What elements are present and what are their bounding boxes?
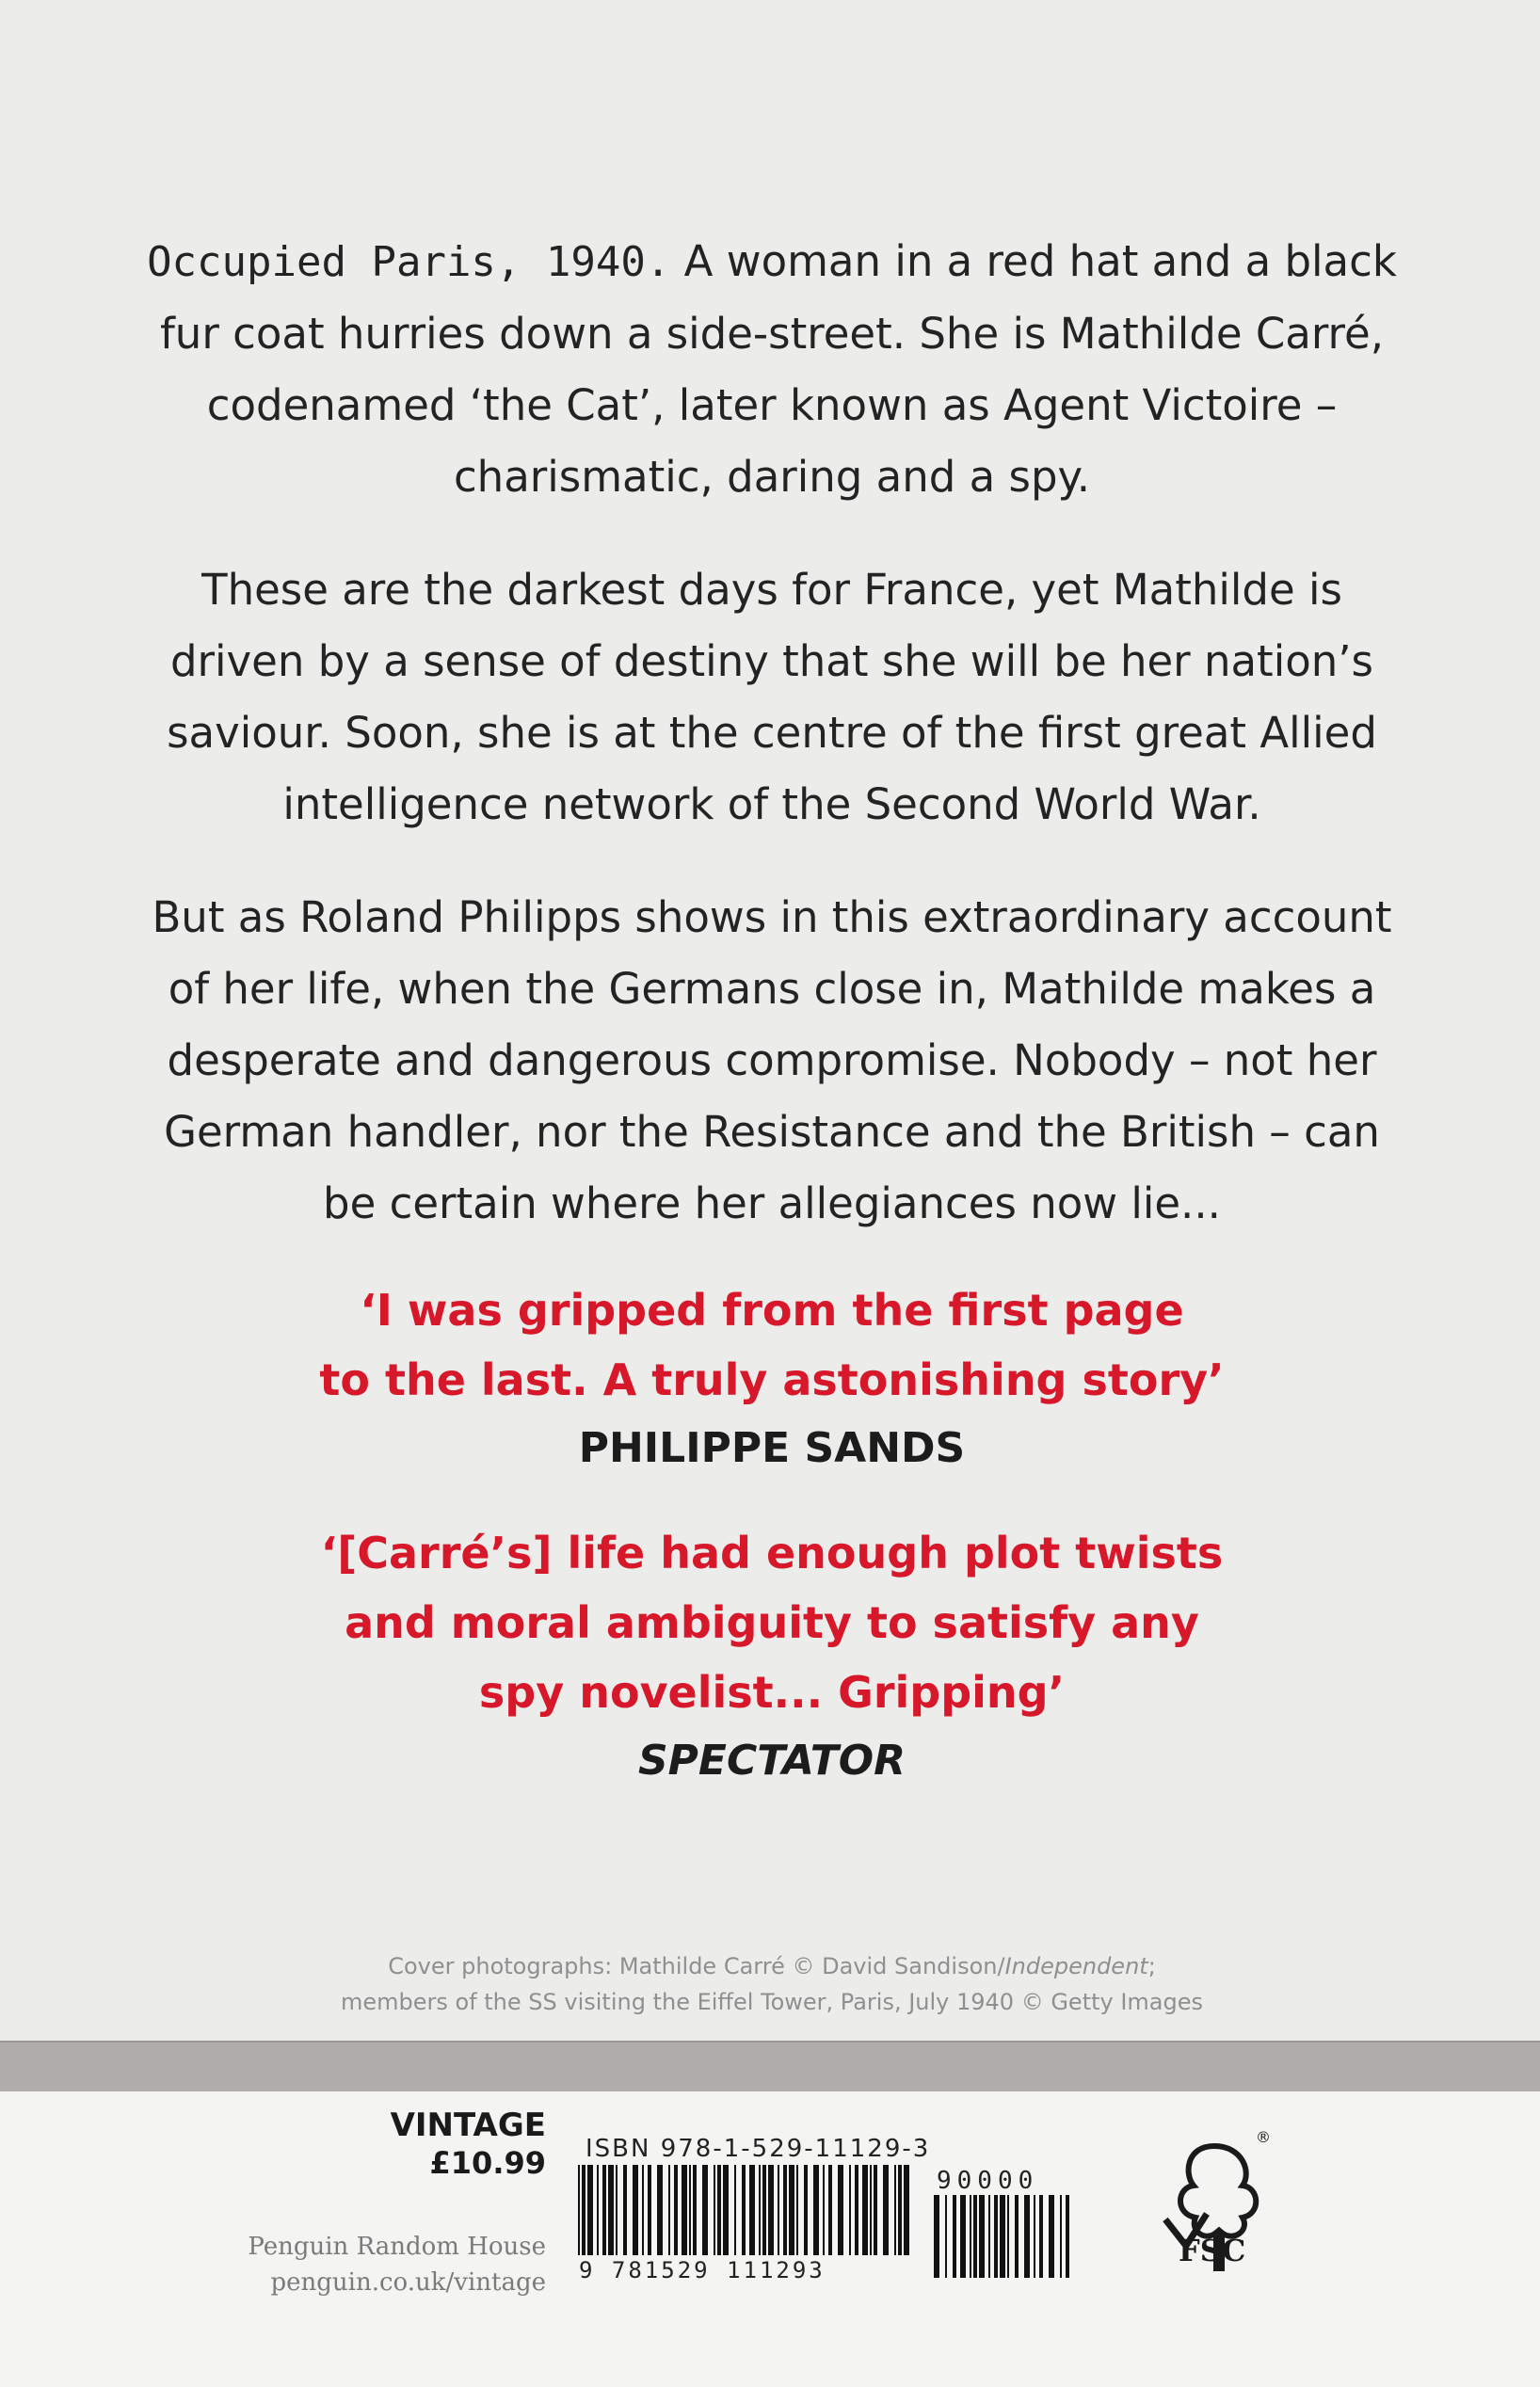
barcode-bar <box>1060 2195 1062 2278</box>
barcode-bar <box>979 2195 985 2278</box>
barcode-bar <box>783 2165 787 2255</box>
photo-credits <box>141 1948 1403 2020</box>
barcode-bar <box>953 2195 956 2278</box>
barcode-bar <box>813 2165 819 2255</box>
price: £10.99 <box>429 2145 546 2181</box>
barcode-bar <box>1039 2195 1043 2278</box>
barcode-bar <box>823 2165 825 2255</box>
barcode-bar <box>1015 2195 1019 2278</box>
blurb-paragraph-2: These are the darkest days for France, yet Mathilde is driven by a sense of destiny that she will be her nation’s saviour. Soon, she is at the centre of the first great Allied intelligence network of the Second World War. <box>167 565 1377 829</box>
barcode-bar <box>657 2165 663 2255</box>
barcode-bar <box>717 2165 721 2255</box>
blurb <box>141 226 1403 1281</box>
blurb-paragraph-1 <box>141 226 1403 513</box>
quote-1-line-1: ‘I was gripped from the first page <box>360 1285 1184 1336</box>
barcode-bar <box>578 2165 580 2255</box>
blurb-paragraph-1-text: A woman in a red hat and a black fur coat hurries down a side-street. She is Mathilde Carré, codenamed ‘the Cat’, later known as Agent Victoire – charismatic, daring and a spy. <box>159 236 1397 502</box>
barcode-bar <box>768 2165 774 2255</box>
barcode-bar <box>682 2165 687 2255</box>
barcode-bar <box>945 2195 947 2278</box>
barcode-bar <box>934 2195 939 2278</box>
credits-semicolon: ; <box>1147 1953 1156 1979</box>
barcode-bar <box>973 2195 977 2278</box>
barcode-addon <box>932 2195 1073 2282</box>
barcode-bar <box>702 2165 708 2255</box>
barcode-bar <box>874 2165 877 2255</box>
barcode-bar <box>894 2165 896 2255</box>
barcode-bar <box>870 2165 872 2255</box>
barcode-bar <box>862 2165 868 2255</box>
barcode-bar <box>970 2195 971 2278</box>
barcode-bar <box>623 2165 627 2255</box>
barcode-bar <box>988 2195 990 2278</box>
barcode-bar <box>587 2165 593 2255</box>
barcode-bar <box>689 2165 691 2255</box>
barcode-bar <box>762 2165 766 2255</box>
barcode-addon-digits: 90000 <box>937 2167 1039 2195</box>
barcode-bar <box>960 2195 966 2278</box>
barcode-bar <box>1034 2195 1035 2278</box>
barcode-bar <box>582 2165 586 2255</box>
barcode-bar <box>1024 2195 1030 2278</box>
imprint-name: VINTAGE <box>390 2107 546 2144</box>
barcode-bar <box>994 2195 998 2278</box>
quote-1-line-2: to the last. A truly astonishing story’ <box>319 1354 1225 1405</box>
barcode-bar <box>1007 2195 1009 2278</box>
barcode-bar <box>693 2165 697 2255</box>
blurb-paragraph-3: But as Roland Philipps shows in this extraordinary account of her life, when the Germans close in, Mathilde makes a desperate and dangerous compromise. Nobody – not her German handler, nor the Resistance and the British – can be certain where her allegiances now lie... <box>152 892 1392 1228</box>
barcode-bar <box>608 2165 614 2255</box>
barcode-bar <box>1066 2195 1069 2278</box>
barcode-bar <box>904 2165 909 2255</box>
imprint <box>358 2107 546 2182</box>
review-quotes <box>141 1275 1403 1831</box>
barcode-bar <box>778 2165 779 2255</box>
barcode-bar <box>1049 2195 1054 2278</box>
quote-2-line-2: and moral ambiguity to satisfy any <box>345 1597 1199 1648</box>
review-quote-1 <box>141 1275 1403 1482</box>
barcode-bar <box>597 2165 599 2255</box>
barcode-bar <box>883 2165 889 2255</box>
barcode-bar <box>838 2165 843 2255</box>
barcode-bar <box>642 2165 644 2255</box>
credits-publication: Independent <box>1004 1953 1148 1979</box>
barcode-bar <box>602 2165 606 2255</box>
barcode-bar <box>828 2165 832 2255</box>
photo-credits-line-2: members of the SS visiting the Eiffel Tower, Paris, July 1940 © Getty Images <box>340 1989 1204 2015</box>
barcode-bar <box>668 2165 670 2255</box>
divider-band <box>0 2041 1540 2091</box>
barcode-bar <box>796 2165 798 2255</box>
publisher-url: penguin.co.uk/vintage <box>270 2268 546 2297</box>
quote-2-line-1: ‘[Carré’s] life had enough plot twists <box>320 1528 1224 1578</box>
quote-1-source: PHILIPPE SANDS <box>578 1424 966 1472</box>
publisher <box>188 2229 546 2300</box>
barcode-digits: 9 781529 111293 <box>579 2257 826 2283</box>
photo-credits-line-1 <box>141 1948 1403 1984</box>
barcode-bar <box>749 2165 755 2255</box>
quote-2-line-3: spy novelist... Gripping’ <box>478 1667 1066 1718</box>
barcode <box>576 2165 915 2259</box>
barcode-bar <box>633 2165 638 2255</box>
fsc-registered-mark: ® <box>1256 2128 1271 2146</box>
barcode-bar <box>723 2165 729 2255</box>
barcode-bar <box>714 2165 715 2255</box>
barcode-bar <box>742 2165 746 2255</box>
barcode-bar <box>789 2165 794 2255</box>
isbn-label: ISBN 978-1-529-11129-3 <box>586 2135 931 2163</box>
barcode-bar <box>674 2165 678 2255</box>
publisher-name: Penguin Random House <box>248 2233 546 2261</box>
quote-2-source: SPECTATOR <box>637 1737 906 1785</box>
review-quote-2 <box>141 1518 1403 1795</box>
barcode-bar <box>616 2165 618 2255</box>
barcode-bar <box>804 2165 808 2255</box>
barcode-bar <box>1000 2195 1005 2278</box>
barcode-bar <box>759 2165 761 2255</box>
barcode-bar <box>734 2165 736 2255</box>
barcode-bar <box>849 2165 851 2255</box>
fsc-label: FSC <box>1179 2233 1246 2268</box>
barcode-bar <box>648 2165 651 2255</box>
blurb-typewriter-lead: Occupied Paris, 1940. <box>147 238 671 286</box>
credits-line-1-text: Cover photographs: Mathilde Carré © David Sandison/ <box>388 1953 1005 1979</box>
barcode-bar <box>898 2165 902 2255</box>
barcode-bar <box>855 2165 858 2255</box>
